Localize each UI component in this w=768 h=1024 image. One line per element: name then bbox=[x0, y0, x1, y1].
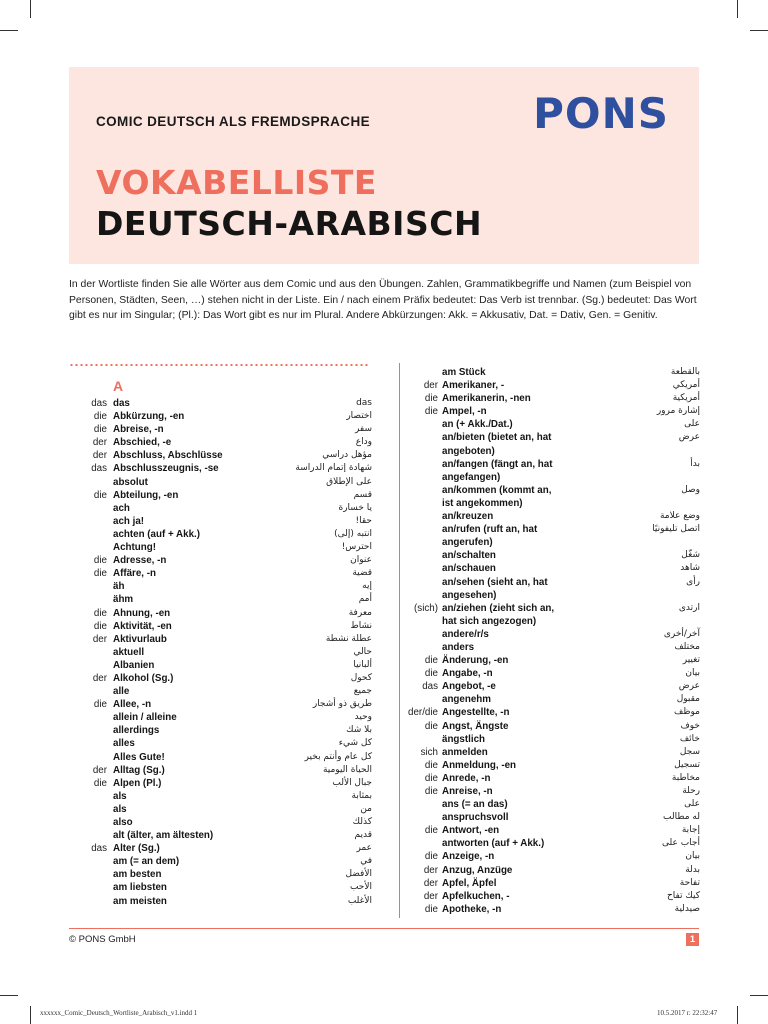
vocab-row bbox=[400, 549, 700, 562]
crop-mark bbox=[750, 30, 768, 31]
german-term: Alltag (Sg.) bbox=[113, 764, 165, 776]
arabic-translation: بدلة bbox=[685, 864, 700, 875]
german-term: das bbox=[113, 398, 130, 409]
arabic-translation: كذلك bbox=[352, 817, 372, 827]
article: die bbox=[93, 699, 107, 711]
vocab-row bbox=[400, 746, 700, 759]
article: das bbox=[91, 463, 107, 475]
arabic-translation: وحيد bbox=[354, 712, 372, 723]
crop-mark bbox=[30, 1006, 31, 1024]
german-term: angefangen) bbox=[442, 471, 501, 483]
german-term: als bbox=[113, 803, 127, 815]
vocab-row bbox=[69, 685, 372, 698]
vocab-row bbox=[400, 837, 700, 850]
german-term: Adresse, -n bbox=[113, 555, 167, 567]
article: die bbox=[93, 607, 107, 619]
vocab-row bbox=[400, 615, 700, 628]
german-term: allein / alleine bbox=[113, 712, 177, 724]
article: die bbox=[93, 620, 107, 632]
vocab-row bbox=[69, 790, 372, 803]
arabic-translation: كل شيء bbox=[338, 738, 372, 749]
article: der bbox=[92, 672, 107, 684]
header-banner bbox=[69, 67, 699, 264]
vocab-row bbox=[400, 589, 700, 602]
arabic-translation: نشاط bbox=[350, 620, 372, 631]
series-subtitle: COMIC DEUTSCH ALS FREMDSPRACHE bbox=[96, 114, 371, 129]
vocab-row bbox=[400, 811, 700, 824]
footer-line bbox=[69, 928, 699, 929]
german-term: Anmeldung, -en bbox=[442, 759, 517, 771]
article: die bbox=[93, 489, 107, 501]
german-term: hat sich angezogen) bbox=[442, 615, 537, 627]
german-term: alles bbox=[113, 738, 135, 750]
vocab-row bbox=[400, 772, 700, 785]
german-term: Änderung, -en bbox=[442, 655, 509, 667]
page-subtitle: DEUTSCH-ARABISCH bbox=[96, 204, 483, 243]
german-term: antworten (auf + Akk.) bbox=[442, 838, 545, 850]
arabic-translation: رحلة bbox=[682, 786, 700, 796]
article: der bbox=[423, 877, 438, 889]
arabic-translation: الأغلب bbox=[347, 895, 372, 906]
german-term: allerdings bbox=[113, 725, 160, 737]
vocab-row bbox=[69, 541, 372, 554]
vocab-row bbox=[400, 798, 700, 811]
german-term: Apotheke, -n bbox=[442, 903, 502, 915]
arabic-translation: اختصار bbox=[346, 411, 372, 422]
article: der bbox=[423, 890, 438, 902]
arabic-translation: على bbox=[684, 799, 700, 810]
german-term: aktuell bbox=[113, 646, 145, 658]
german-term: Angst, Ängste bbox=[442, 720, 509, 732]
german-term: Alles Gute! bbox=[113, 751, 165, 763]
article: die bbox=[424, 772, 438, 784]
crop-mark bbox=[0, 30, 18, 31]
article: die bbox=[424, 759, 438, 771]
crop-mark bbox=[737, 0, 738, 18]
vocab-row bbox=[400, 693, 700, 706]
vocab-row bbox=[69, 698, 372, 711]
arabic-translation: تغيير bbox=[682, 655, 700, 666]
german-term: Abschlusszeugnis, -se bbox=[113, 463, 219, 475]
vocab-row bbox=[400, 458, 700, 471]
vocab-row bbox=[400, 890, 700, 903]
german-term: an/fangen (fängt an, hat bbox=[442, 458, 553, 470]
arabic-translation: حقا! bbox=[355, 515, 372, 526]
german-term: am besten bbox=[113, 869, 162, 881]
german-term: Albanien bbox=[113, 659, 155, 671]
arabic-translation: قديم bbox=[354, 830, 372, 841]
vocab-row bbox=[69, 593, 372, 606]
vocab-row bbox=[69, 476, 372, 489]
arabic-translation: تسجيل bbox=[674, 759, 700, 770]
german-term: Aktivurlaub bbox=[113, 633, 167, 645]
arabic-translation: طريق ذو أشجار bbox=[312, 699, 372, 710]
german-term: Ahnung, -en bbox=[113, 607, 171, 619]
timestamp-slug: 10.5.2017 г. 22:32:47 bbox=[657, 1009, 718, 1017]
german-term: Affäre, -n bbox=[113, 568, 157, 580]
german-term: an/schalten bbox=[442, 550, 496, 562]
arabic-translation: موظف bbox=[674, 707, 700, 718]
vocab-row bbox=[400, 641, 700, 654]
german-term: Antwort, -en bbox=[442, 825, 500, 837]
vocab-row bbox=[69, 881, 372, 894]
page-number: 1 bbox=[686, 933, 699, 946]
german-term: ähm bbox=[113, 594, 134, 606]
article: das bbox=[91, 843, 107, 855]
arabic-translation: كيك تفاح bbox=[666, 890, 700, 901]
arabic-translation: يا خسارة bbox=[338, 502, 372, 513]
vocab-row bbox=[400, 445, 700, 458]
german-term: angeboten) bbox=[442, 445, 495, 457]
vocab-row bbox=[69, 829, 372, 842]
crop-mark bbox=[30, 0, 31, 18]
vocab-row bbox=[400, 903, 700, 916]
german-term: anders bbox=[442, 641, 475, 653]
arabic-translation: مختلف bbox=[674, 641, 700, 652]
german-term: also bbox=[113, 817, 133, 828]
german-term: Alkohol (Sg.) bbox=[113, 672, 174, 684]
vocabulary-column-right bbox=[400, 366, 700, 916]
german-term: Apfelkuchen, - bbox=[442, 890, 510, 902]
copyright: © PONS GmbH bbox=[69, 934, 136, 945]
arabic-translation: das bbox=[356, 398, 372, 408]
vocab-row bbox=[400, 431, 700, 444]
arabic-translation: كحول bbox=[350, 672, 372, 683]
vocabulary-column-left bbox=[69, 397, 372, 908]
vocab-row bbox=[400, 850, 700, 863]
arabic-translation: انتبه (إلى) bbox=[334, 528, 372, 539]
arabic-translation: شهادة إتمام الدراسة bbox=[295, 463, 372, 474]
arabic-translation: وداع bbox=[355, 437, 372, 448]
vocab-row bbox=[69, 751, 372, 764]
article: der bbox=[92, 437, 107, 449]
crop-mark bbox=[0, 995, 18, 996]
page-title: VOKABELLISTE bbox=[96, 163, 377, 202]
german-term: ach ja! bbox=[113, 515, 145, 527]
arabic-translation: أمريكي bbox=[672, 380, 700, 391]
vocab-row bbox=[400, 510, 700, 523]
article: (sich) bbox=[414, 602, 438, 614]
vocab-row bbox=[69, 580, 372, 593]
german-term: Aktivität, -en bbox=[113, 620, 172, 632]
german-term: Achtung! bbox=[113, 542, 156, 554]
german-term: an/ziehen (zieht sich an, bbox=[442, 602, 555, 614]
article: die bbox=[93, 424, 107, 436]
german-term: Anzug, Anzüge bbox=[442, 864, 513, 876]
pons-logo: PONS bbox=[533, 89, 669, 138]
vocab-row bbox=[69, 397, 372, 410]
german-term: Anrede, -n bbox=[442, 772, 491, 784]
german-term: an (+ Akk./Dat.) bbox=[442, 419, 513, 431]
vocab-row bbox=[400, 523, 700, 536]
vocab-row bbox=[69, 764, 372, 777]
arabic-translation: عرض bbox=[678, 681, 700, 692]
vocab-row bbox=[400, 405, 700, 418]
vocab-row bbox=[69, 607, 372, 620]
german-term: Abschied, -e bbox=[113, 437, 172, 449]
vocab-row bbox=[400, 785, 700, 798]
arabic-translation: مقبول bbox=[676, 694, 700, 705]
arabic-translation: جبال الألب bbox=[332, 777, 372, 788]
vocab-row bbox=[400, 366, 700, 379]
arabic-translation: على bbox=[684, 419, 700, 430]
vocab-row bbox=[69, 724, 372, 737]
arabic-translation: جميع bbox=[353, 686, 372, 697]
article: der/die bbox=[408, 707, 438, 719]
german-term: absolut bbox=[113, 476, 148, 488]
german-term: Apfel, Äpfel bbox=[442, 877, 497, 889]
vocab-row bbox=[400, 562, 700, 575]
arabic-translation: آخر/أخرى bbox=[663, 628, 700, 639]
arabic-translation: كل عام وأنتم بخير bbox=[304, 751, 372, 762]
german-term: Abschluss, Abschlüsse bbox=[113, 450, 223, 462]
section-letter: A bbox=[113, 378, 124, 394]
german-term: anspruchsvoll bbox=[442, 812, 509, 824]
arabic-translation: الحياة اليومية bbox=[322, 764, 372, 775]
article: die bbox=[424, 851, 438, 863]
article: sich bbox=[420, 746, 438, 758]
arabic-translation: عطلة نشطة bbox=[325, 633, 372, 644]
arabic-translation: عمر bbox=[356, 843, 372, 854]
vocab-row bbox=[400, 471, 700, 484]
arabic-translation: مؤهل دراسي bbox=[322, 450, 372, 461]
arabic-translation: بالقطعة bbox=[670, 367, 700, 377]
vocab-row bbox=[400, 759, 700, 772]
vocab-row bbox=[400, 864, 700, 877]
german-term: an/bieten (bietet an, hat bbox=[442, 432, 552, 444]
vocab-row bbox=[400, 602, 700, 615]
crop-mark bbox=[750, 995, 768, 996]
german-term: ach bbox=[113, 502, 130, 514]
vocab-row bbox=[69, 737, 372, 750]
article: die bbox=[93, 568, 107, 580]
arabic-translation: إيه bbox=[362, 581, 372, 592]
article: das bbox=[91, 398, 107, 409]
german-term: achten (auf + Akk.) bbox=[113, 528, 201, 540]
arabic-translation: سجل bbox=[679, 746, 700, 757]
german-term: am meisten bbox=[113, 895, 167, 907]
article: der bbox=[92, 450, 107, 462]
arabic-translation: أمريكية bbox=[672, 393, 700, 404]
german-term: Alpen (Pl.) bbox=[113, 777, 162, 789]
german-term: als bbox=[113, 790, 127, 802]
vocab-row bbox=[69, 855, 372, 868]
vocab-row bbox=[69, 868, 372, 881]
german-term: angesehen) bbox=[442, 589, 497, 601]
german-term: am liebsten bbox=[113, 882, 167, 894]
german-term: an/rufen (ruft an, hat bbox=[442, 524, 538, 536]
arabic-translation: عنوان bbox=[350, 555, 372, 566]
vocab-row bbox=[400, 733, 700, 746]
vocab-row bbox=[69, 816, 372, 829]
arabic-translation: من bbox=[360, 803, 372, 814]
arabic-translation: ألبانيا bbox=[353, 659, 372, 670]
article: der bbox=[92, 764, 107, 776]
german-term: an/kommen (kommt an, bbox=[442, 484, 552, 496]
german-term: an/sehen (sieht an, hat bbox=[442, 576, 548, 588]
vocab-row bbox=[69, 803, 372, 816]
vocab-row bbox=[400, 497, 700, 510]
arabic-translation: قسم bbox=[353, 489, 372, 500]
arabic-translation: قضية bbox=[352, 568, 372, 579]
vocab-row bbox=[400, 536, 700, 549]
german-term: ist angekommen) bbox=[442, 497, 523, 509]
vocab-row bbox=[69, 659, 372, 672]
article: die bbox=[424, 655, 438, 667]
vocab-row bbox=[69, 528, 372, 541]
arabic-translation: رأى bbox=[686, 576, 700, 587]
vocab-row bbox=[69, 895, 372, 908]
vocab-row bbox=[69, 711, 372, 724]
vocab-row bbox=[69, 646, 372, 659]
arabic-translation: بلا شك bbox=[346, 725, 372, 736]
german-term: Abteilung, -en bbox=[113, 489, 179, 501]
vocab-row bbox=[69, 567, 372, 580]
german-term: ängstlich bbox=[442, 733, 486, 745]
german-term: Ampel, -n bbox=[442, 406, 487, 418]
arabic-translation: شغّل bbox=[681, 550, 700, 561]
arabic-translation: بيان bbox=[685, 851, 700, 862]
arabic-translation: أمم bbox=[358, 594, 372, 605]
vocab-row bbox=[400, 628, 700, 641]
german-term: Allee, -n bbox=[113, 699, 152, 711]
article: die bbox=[424, 720, 438, 732]
german-term: ans (= an das) bbox=[442, 799, 508, 811]
article: der bbox=[423, 864, 438, 876]
article: die bbox=[424, 825, 438, 837]
article: die bbox=[93, 777, 107, 789]
vocab-row bbox=[400, 877, 700, 890]
intro-paragraph: In der Wortliste finden Sie alle Wörter aus dem Comic und aus den Übungen. Zahlen, Grammatikbegriffe und Namen (zum Beispiel von Personen, Städten, Seen, …) stehen nicht in der Liste. Ein / nach einem Präfix bedeutet: Das Verb ist trennbar. (Sg.) bedeutet: Das Wort gibt es nur im Singular; (Pl.): Das Wort gibt es nur im Plural. Andere Abkürzungen: Akk. = Akkusativ, Dat. = Dativ, Gen. = Genitiv. bbox=[69, 279, 697, 321]
arabic-translation: في bbox=[360, 856, 372, 867]
german-term: Angabe, -n bbox=[442, 668, 493, 680]
german-term: am (= an dem) bbox=[113, 856, 180, 868]
article: die bbox=[424, 393, 438, 405]
vocab-row bbox=[400, 706, 700, 719]
article: die bbox=[424, 406, 438, 418]
german-term: Anzeige, -n bbox=[442, 851, 495, 863]
article: die bbox=[424, 786, 438, 797]
crop-mark bbox=[737, 1006, 738, 1024]
arabic-translation: سفر bbox=[354, 424, 372, 435]
arabic-translation: خائف bbox=[679, 733, 700, 744]
arabic-translation: حالي bbox=[353, 646, 372, 657]
article: der bbox=[423, 380, 438, 392]
arabic-translation: شاهد bbox=[680, 563, 700, 574]
german-term: Amerikaner, - bbox=[442, 380, 505, 392]
vocab-row bbox=[400, 392, 700, 405]
arabic-translation: معرفة bbox=[348, 607, 372, 618]
vocab-row bbox=[69, 777, 372, 790]
vocab-row bbox=[69, 672, 372, 685]
arabic-translation: بيان bbox=[685, 668, 700, 679]
arabic-translation: على الإطلاق bbox=[326, 476, 372, 487]
german-term: am Stück bbox=[442, 367, 486, 378]
vocab-row bbox=[69, 410, 372, 423]
arabic-translation: عرض bbox=[678, 432, 700, 443]
vocab-row bbox=[69, 502, 372, 515]
arabic-translation: تفاحة bbox=[679, 877, 700, 888]
german-term: angerufen) bbox=[442, 537, 493, 549]
arabic-translation: بمثابة bbox=[351, 790, 372, 801]
german-term: Angebot, -e bbox=[442, 681, 496, 693]
arabic-translation: اتصل تليفونيًا bbox=[652, 524, 700, 535]
vocab-row bbox=[400, 720, 700, 733]
arabic-translation: بدأ bbox=[690, 458, 700, 469]
german-term: andere/r/s bbox=[442, 628, 489, 640]
german-term: angenehm bbox=[442, 694, 491, 706]
german-term: Angestellte, -n bbox=[442, 707, 510, 719]
article: die bbox=[93, 555, 107, 567]
vocab-row bbox=[400, 379, 700, 392]
vocab-row bbox=[69, 489, 372, 502]
arabic-translation: أجاب على bbox=[662, 838, 700, 849]
arabic-translation: له مطالب bbox=[663, 812, 700, 823]
arabic-translation: خوف bbox=[680, 720, 700, 731]
article: die bbox=[424, 668, 438, 680]
german-term: Alter (Sg.) bbox=[113, 843, 160, 855]
vocab-row bbox=[400, 680, 700, 693]
arabic-translation: صيدلية bbox=[674, 903, 700, 914]
german-term: Amerikanerin, -nen bbox=[442, 393, 531, 405]
vocab-row bbox=[69, 436, 372, 449]
arabic-translation: مخاطبة bbox=[671, 772, 700, 783]
arabic-translation: إشارة مرور bbox=[656, 406, 700, 417]
arabic-translation: وضع علامة bbox=[659, 511, 700, 522]
vocab-row bbox=[69, 633, 372, 646]
article: das bbox=[422, 681, 438, 693]
german-term: an/kreuzen bbox=[442, 511, 494, 523]
arabic-translation: إجابة bbox=[681, 825, 700, 836]
vocab-row bbox=[400, 484, 700, 497]
vocab-row bbox=[69, 423, 372, 436]
arabic-translation: ارتدى bbox=[678, 602, 700, 613]
vocab-row bbox=[69, 842, 372, 855]
vocab-row bbox=[400, 654, 700, 667]
german-term: Abkürzung, -en bbox=[113, 411, 185, 423]
file-slug: xxxxxx_Comic_Deutsch_Wortliste_Arabisch_v1.indd 1 bbox=[40, 1009, 198, 1017]
dotted-divider bbox=[69, 364, 369, 366]
german-term: an/schauen bbox=[442, 563, 496, 575]
vocab-row bbox=[400, 667, 700, 680]
vocab-row bbox=[400, 824, 700, 837]
german-term: alle bbox=[113, 686, 130, 698]
arabic-translation: احترس! bbox=[341, 542, 372, 553]
vocab-row bbox=[69, 620, 372, 633]
article: der bbox=[92, 633, 107, 645]
arabic-translation: وصل bbox=[681, 484, 700, 495]
article: die bbox=[424, 903, 438, 915]
german-term: Anreise, -n bbox=[442, 786, 493, 797]
german-term: anmelden bbox=[442, 746, 488, 758]
article: die bbox=[93, 411, 107, 423]
vocab-row bbox=[69, 554, 372, 567]
vocab-row bbox=[69, 462, 372, 475]
arabic-translation: الأحب bbox=[349, 882, 372, 893]
vocab-row bbox=[400, 418, 700, 431]
vocab-row bbox=[69, 515, 372, 528]
german-term: Abreise, -n bbox=[113, 424, 164, 436]
vocab-row bbox=[69, 449, 372, 462]
arabic-translation: الأفضل bbox=[345, 869, 372, 880]
german-term: äh bbox=[113, 581, 125, 593]
vocab-row bbox=[400, 576, 700, 589]
german-term: alt (älter, am ältesten) bbox=[113, 830, 214, 842]
